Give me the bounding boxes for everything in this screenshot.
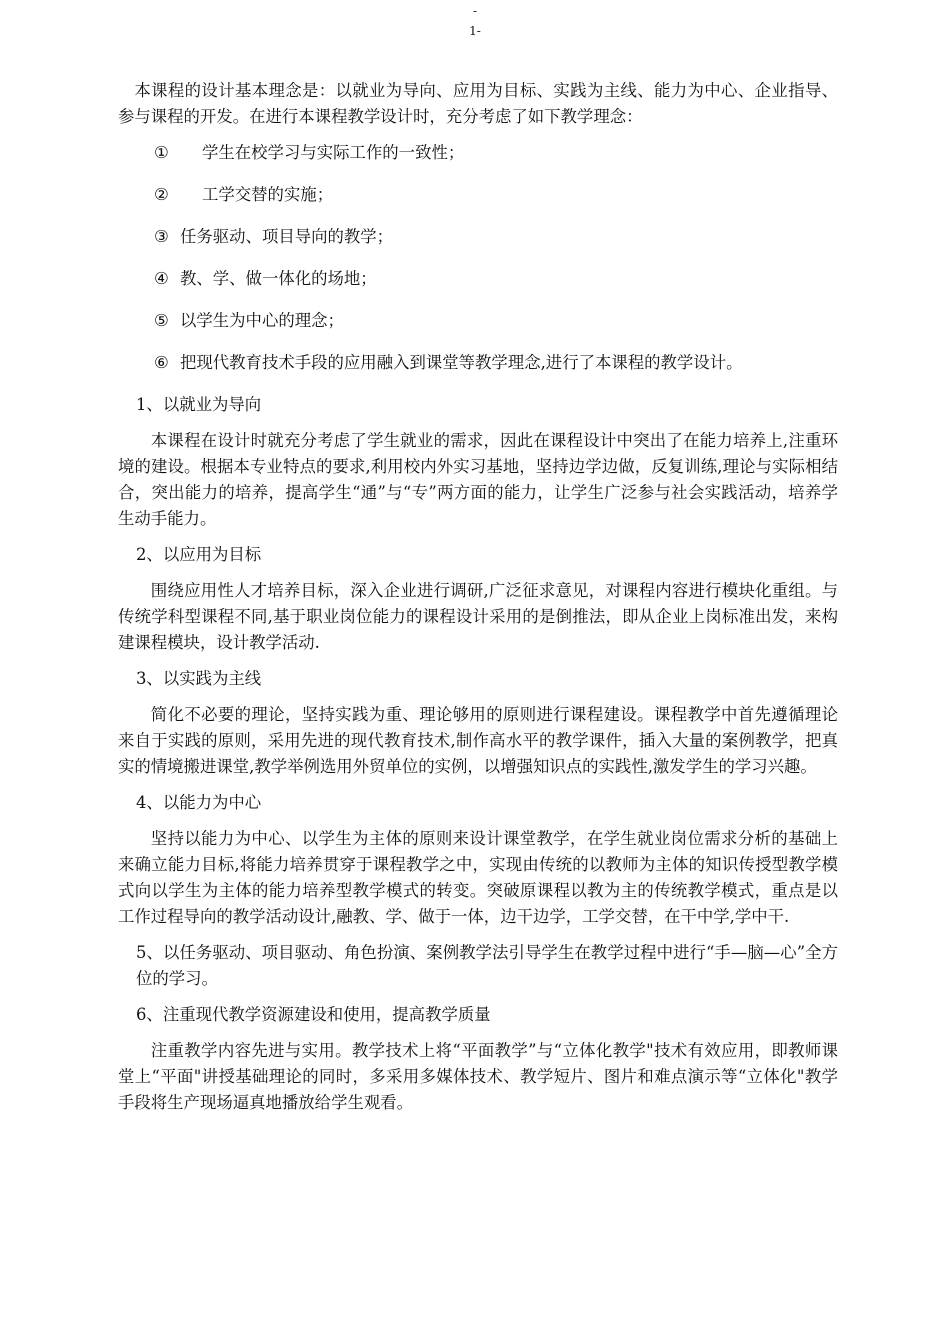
list-item <box>154 350 838 376</box>
section-heading: 4、以能力为中心 <box>136 793 262 812</box>
section-paragraph: 坚持以能力为中心、以学生为主体的原则来设计课堂教学，在学生就业岗位需求分析的基础上来确立能力目标,将能力培养贯穿于课程教学之中，实现由传统的以教师为主体的知识传授型教学模式向以学生为主体的能力培养型教学模式的转变。突破原课程以教为主的传统教学模式，重点是以工作过程导向的教学活动设计,融教、学、做于一体，边干边学，工学交替，在干中学,学中干. <box>118 829 838 926</box>
list-item <box>154 308 838 334</box>
list-item-text: 把现代教育技术手段的应用融入到课堂等教学理念,进行了本课程的教学设计。 <box>180 353 743 372</box>
list-marker: ⑤ <box>154 311 169 330</box>
list-item <box>154 266 838 292</box>
list-marker: ② <box>154 185 169 204</box>
section-heading: 5、以任务驱动、项目驱动、角色扮演、案例教学法引导学生在教学过程中进行“手—脑—心”全方位的学习。 <box>136 943 838 988</box>
header-dash: - <box>472 4 478 18</box>
list-marker: ① <box>154 143 169 162</box>
section-heading: 1、以就业为导向 <box>136 395 262 414</box>
list-item-text: 学生在校学习与实际工作的一致性； <box>202 143 465 162</box>
page-number: 1- <box>469 24 481 38</box>
list-marker: ③ <box>154 227 169 246</box>
list-item <box>154 140 838 166</box>
section-paragraph: 注重教学内容先进与实用。教学技术上将“平面教学”与“立体化教学"技术有效应用，即教师课堂上“平面"讲授基础理论的同时，多采用多媒体技术、教学短片、图片和难点演示等“立体化"教学手段将生产现场逼真地播放给学生观看。 <box>118 1041 838 1112</box>
section-heading: 6、注重现代教学资源建设和使用，提高教学质量 <box>136 1005 491 1024</box>
list-item <box>154 224 838 250</box>
list-item <box>154 182 838 208</box>
list-item-text: 工学交替的实施； <box>202 185 334 204</box>
list-marker: ⑥ <box>154 353 169 372</box>
section-paragraph: 简化不必要的理论，坚持实践为重、理论够用的原则进行课程建设。课程教学中首先遵循理论来自于实践的原则，采用先进的现代教育技术,制作高水平的教学课件，插入大量的案例教学，把真实的情境搬进课堂,教学举例选用外贸单位的实例，以增强知识点的实践性,激发学生的学习兴趣。 <box>118 705 838 776</box>
section-heading: 3、以实践为主线 <box>136 669 262 688</box>
section-paragraph: 围绕应用性人才培养目标，深入企业进行调研,广泛征求意见，对课程内容进行模块化重组。与传统学科型课程不同,基于职业岗位能力的课程设计采用的是倒推法，即从企业上岗标准出发，来构建课程模块，设计教学活动. <box>118 581 838 652</box>
section-heading: 2、以应用为目标 <box>136 545 262 564</box>
section-paragraph: 本课程在设计时就充分考虑了学生就业的需求，因此在课程设计中突出了在能力培养上,注重环境的建设。根据本专业特点的要求,利用校内外实习基地，坚持边学边做，反复训练,理论与实际相结合，突出能力的培养，提高学生“通”与“专”两方面的能力，让学生广泛参与社会实践活动，培养学生动手能力。 <box>118 431 838 528</box>
list-item-text: 以学生为中心的理念； <box>180 311 344 330</box>
concept-list <box>118 140 838 376</box>
document-body <box>118 78 838 1126</box>
list-item-text: 任务驱动、项目导向的教学； <box>180 227 394 246</box>
list-item-text: 教、学、做一体化的场地； <box>180 269 377 288</box>
intro-paragraph: 本课程的设计基本理念是：以就业为导向、应用为目标、实践为主线、能力为中心、企业指导、参与课程的开发。在进行本课程教学设计时，充分考虑了如下教学理念： <box>118 81 838 126</box>
list-marker: ④ <box>154 269 169 288</box>
